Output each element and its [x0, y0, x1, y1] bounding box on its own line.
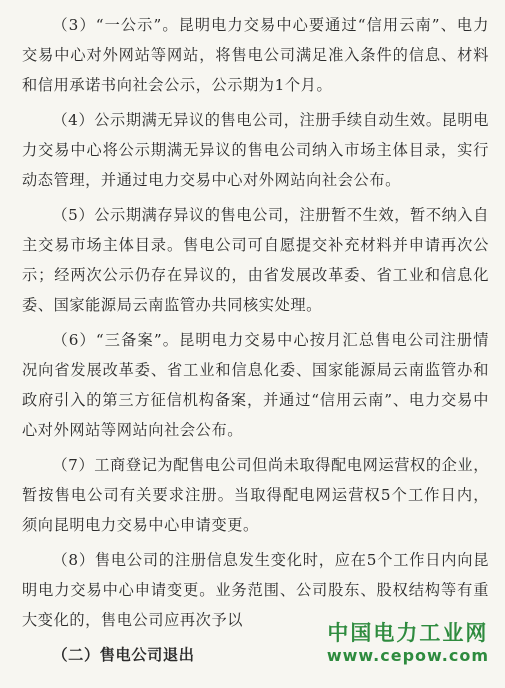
paragraph-5-objection: （5）公示期满存异议的售电公司，注册暂不生效，暂不纳入自主交易市场主体目录。售电公司可自愿提交补充材料并申请再次公示；经两次公示仍存在异议的，由省发展改革委、省工业和信息化委、国家能源局云南监管办共同核实处理。	[22, 206, 489, 314]
section-heading-exit: （二）售电公司退出	[52, 646, 195, 664]
paragraph-3-public-notice: （3）“一公示”。昆明电力交易中心要通过“信用云南”、电力交易中心对外网站等网站，将售电公司满足准入条件的信息、材料和信用承诺书向社会公示，公示期为1个月。	[22, 16, 489, 94]
watermark-title: 中国电力工业网	[327, 621, 489, 645]
paragraph-8-info-change: （8）售电公司的注册信息发生变化时，应在5个工作日内向昆明电力交易中心申请变更。业务范围、公司股东、股权结构等有重大变化的，售电公司应再次予以	[22, 551, 489, 629]
paragraph-6-three-filings: （6）“三备案”。昆明电力交易中心按月汇总售电公司注册情况向省发展改革委、省工业和信息化委、国家能源局云南监管办和政府引入的第三方征信机构备案，并通过“信用云南”、电力交易中心对外网站等网站向社会公布。	[22, 331, 489, 439]
paragraph-7-distribution-company: （7）工商登记为配售电公司但尚未取得配电网运营权的企业，暂按售电公司有关要求注册。当取得配电网运营权5个工作日内，须向昆明电力交易中心申请变更。	[22, 456, 489, 534]
paragraph-4-no-objection: （4）公示期满无异议的售电公司，注册手续自动生效。昆明电力交易中心将公示期满无异议的售电公司纳入市场主体目录，实行动态管理，并通过电力交易中心对外网站向社会公布。	[22, 111, 489, 189]
watermark-url: www.cepow.com	[326, 646, 489, 665]
site-watermark	[327, 623, 489, 664]
